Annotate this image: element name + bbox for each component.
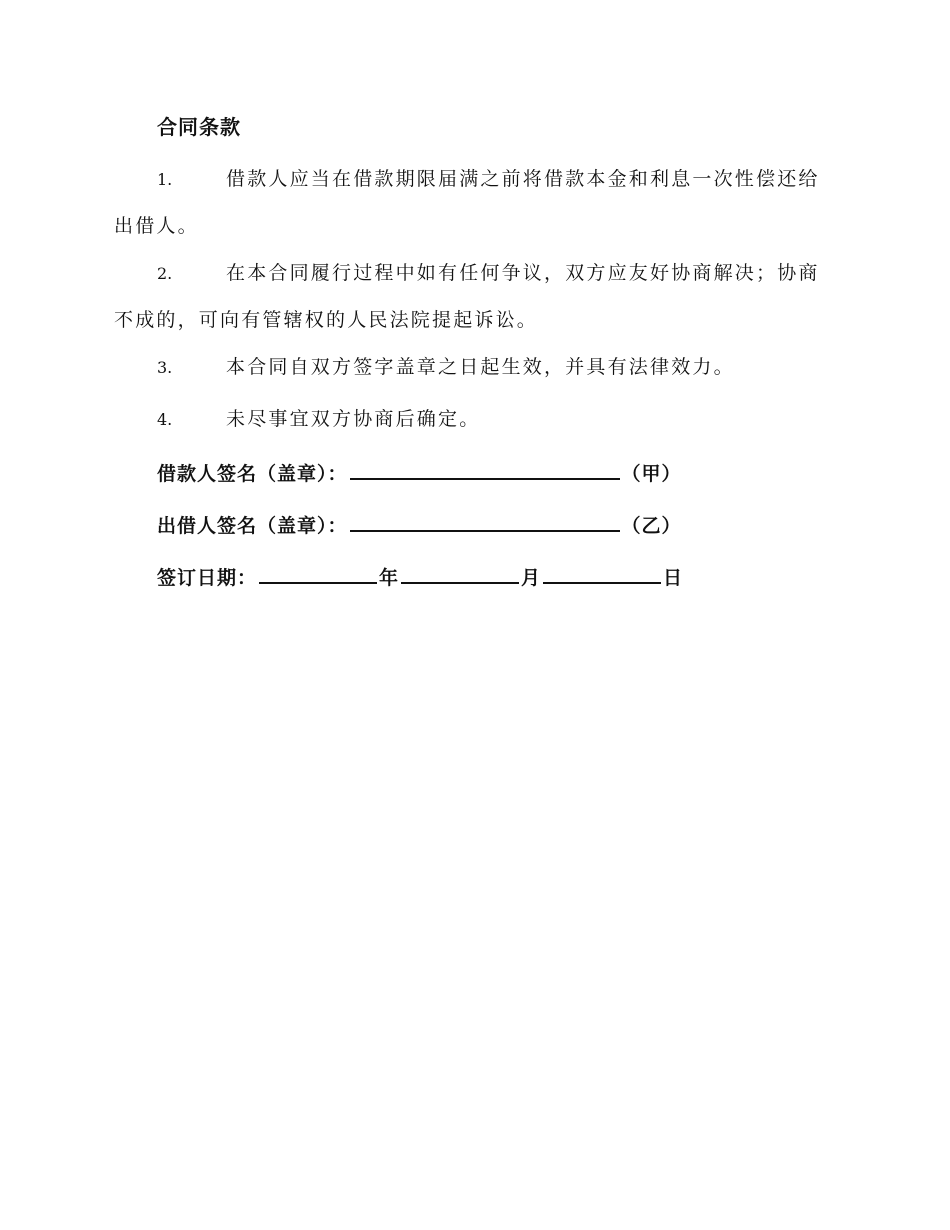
clause-item <box>114 344 832 391</box>
month-blank[interactable] <box>401 562 519 584</box>
signing-date-label: 签订日期： <box>157 567 258 589</box>
year-label: 年 <box>379 567 400 589</box>
lender-signature-label: 出借人签名（盖章）： <box>157 515 348 537</box>
day-blank[interactable] <box>543 562 661 584</box>
signing-date-line <box>157 562 683 591</box>
clause-number: 2. <box>157 264 173 283</box>
clause-text: 在本合同履行过程中如有任何争议，双方应友好协商解决；协商不成的，可向有管辖权的人民法院提起诉讼。 <box>114 262 820 331</box>
clause-text: 未尽事宜双方协商后确定。 <box>226 408 481 430</box>
lender-signature-blank[interactable] <box>350 510 620 532</box>
clause-text: 借款人应当在借款期限届满之前将借款本金和利息一次性偿还给出借人。 <box>114 168 820 237</box>
clause-item <box>114 250 832 343</box>
year-blank[interactable] <box>259 562 377 584</box>
clause-number: 1. <box>157 170 173 189</box>
lender-party-suffix: （乙） <box>621 515 682 537</box>
month-label: 月 <box>521 567 542 589</box>
borrower-signature-line <box>157 458 682 487</box>
clause-item <box>114 396 832 443</box>
clause-text: 本合同自双方签字盖章之日起生效，并具有法律效力。 <box>226 356 735 378</box>
clause-number: 4. <box>157 410 173 429</box>
borrower-signature-blank[interactable] <box>350 458 620 480</box>
day-label: 日 <box>663 567 684 589</box>
borrower-party-suffix: （甲） <box>621 463 682 485</box>
lender-signature-line <box>157 510 682 539</box>
clause-item <box>114 156 832 249</box>
section-heading: 合同条款 <box>157 115 241 139</box>
borrower-signature-label: 借款人签名（盖章）： <box>157 463 348 485</box>
clause-number: 3. <box>157 358 173 377</box>
